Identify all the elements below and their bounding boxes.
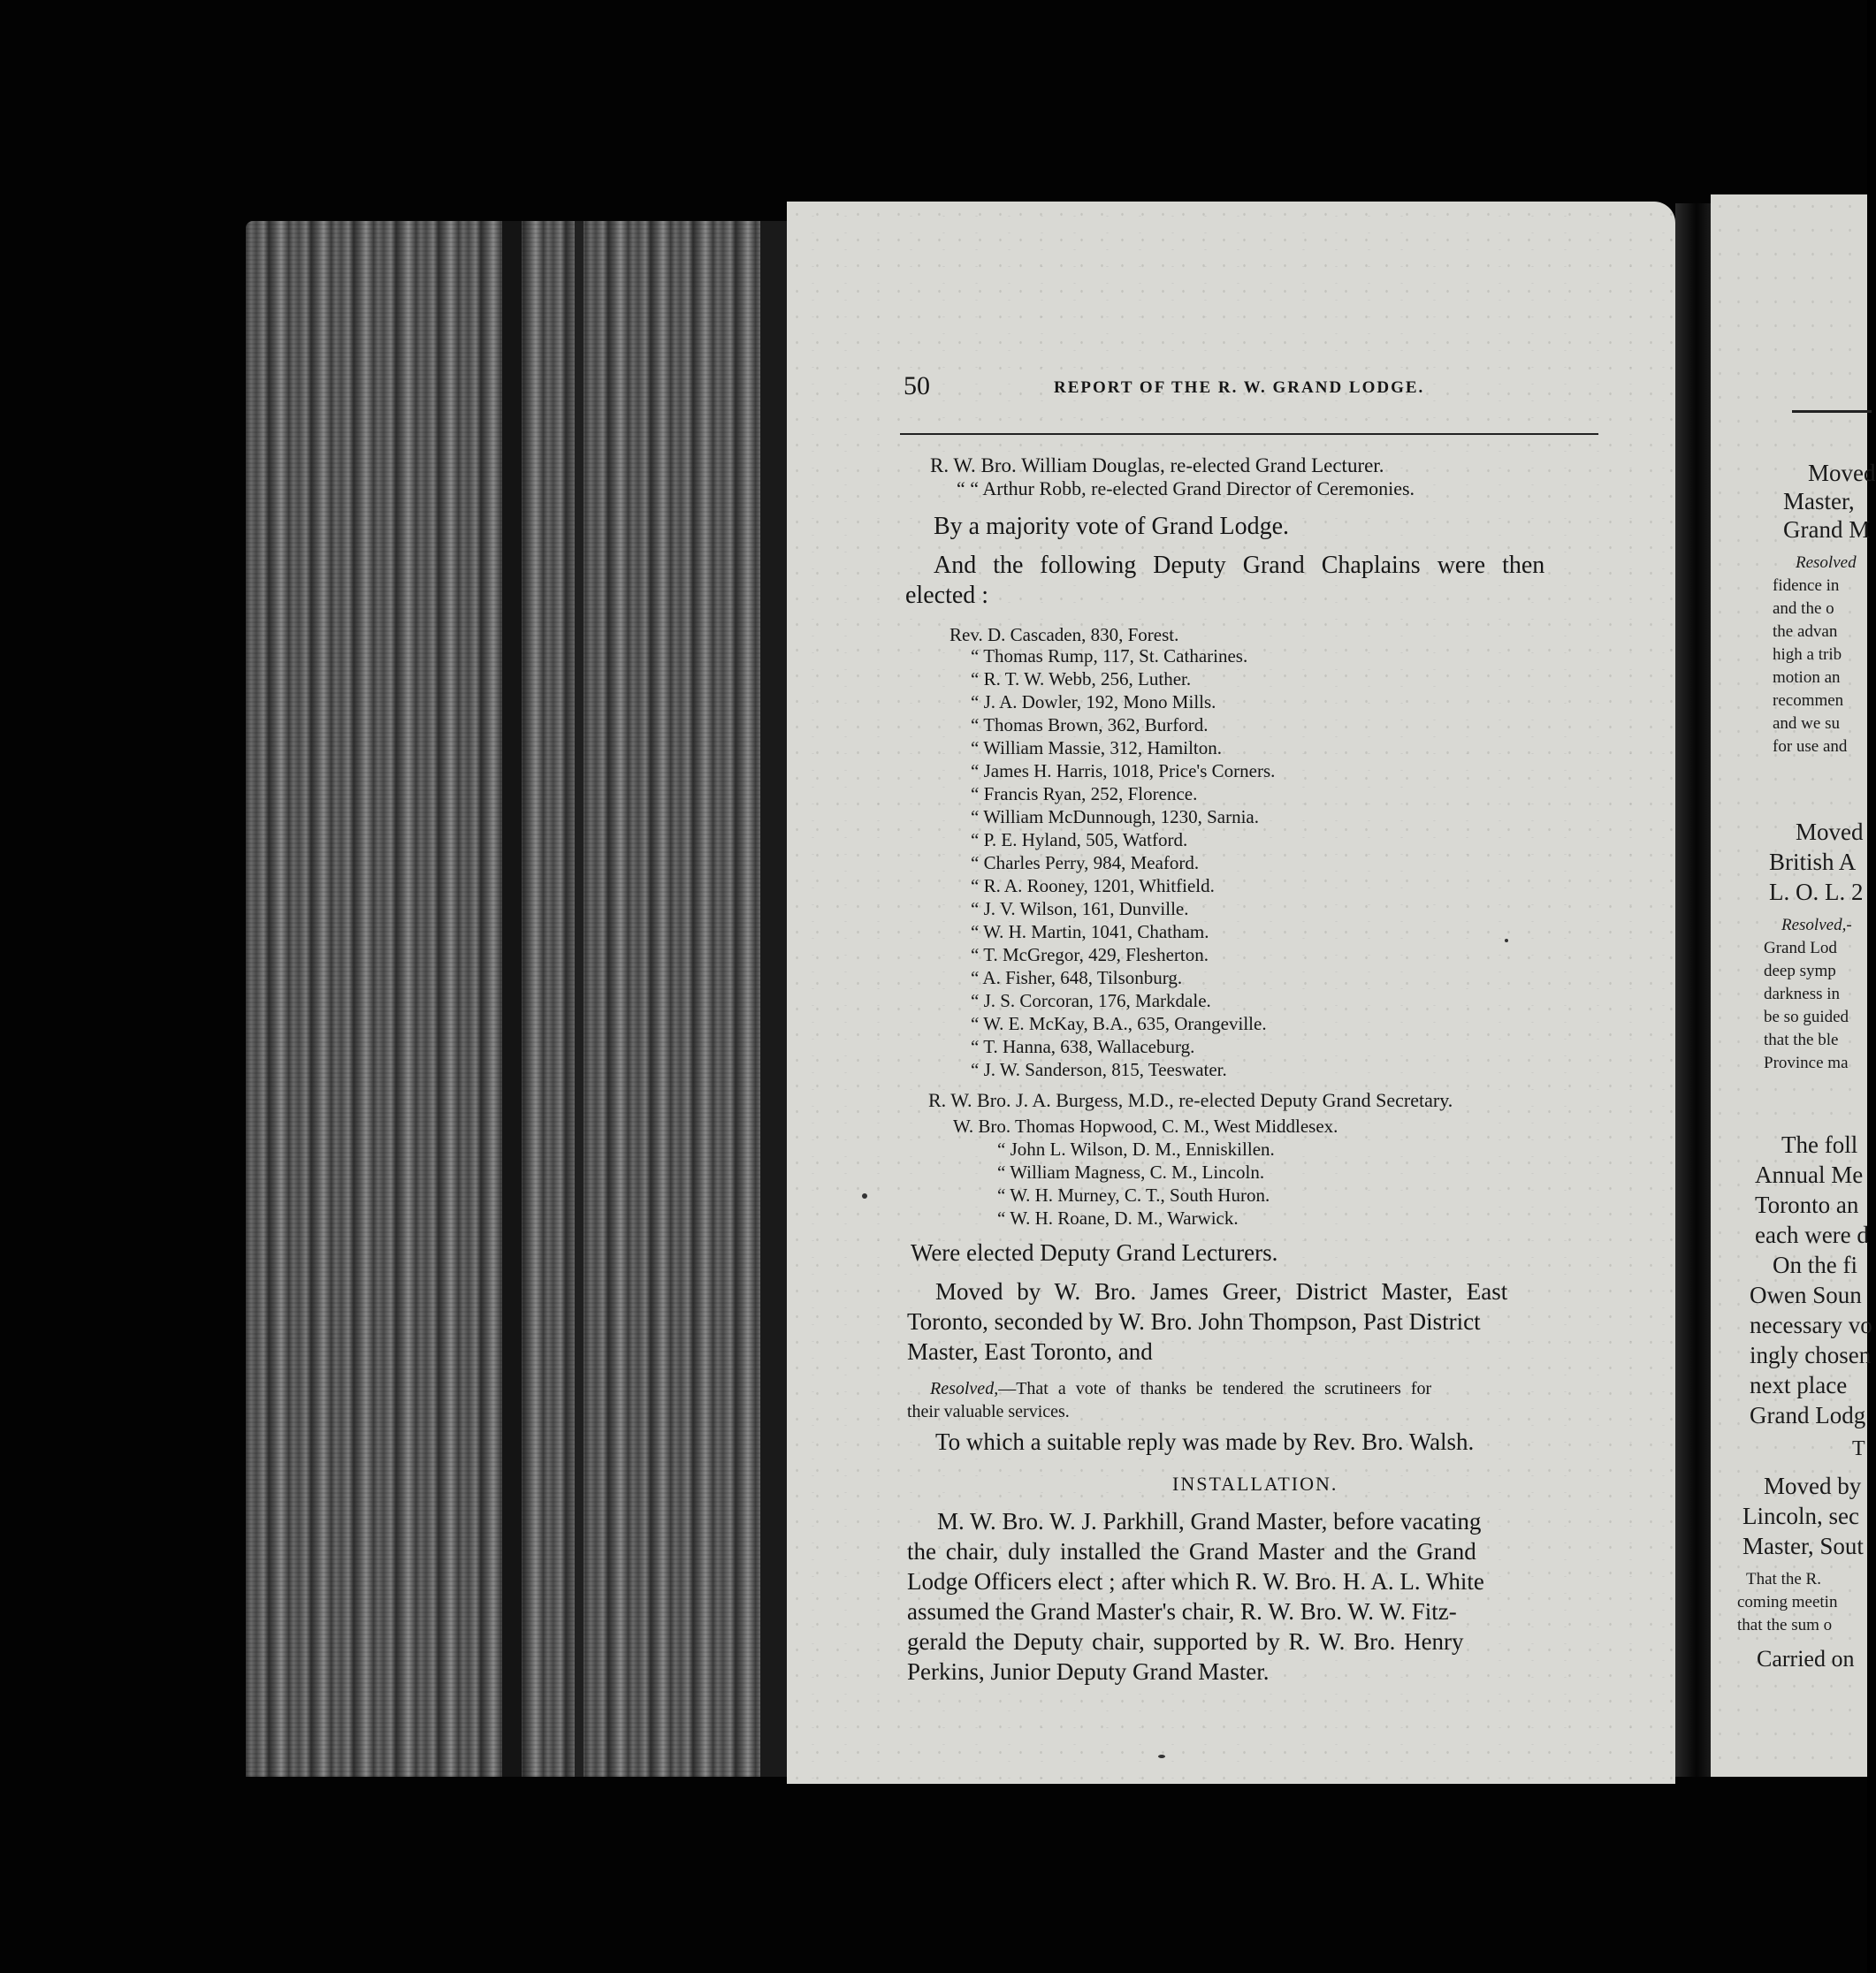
chaplain-entry: Rev. D. Cascaden, 830, Forest.	[949, 624, 1179, 645]
resolved-label: Resolved,	[930, 1379, 999, 1398]
right-page-fragment: and we su	[1773, 714, 1840, 733]
edge-shadow	[760, 221, 787, 1777]
chaplains-intro: And the following Deputy Grand Chaplains were then	[934, 552, 1545, 579]
scan-speck	[862, 1193, 867, 1199]
chaplain-entry: “ W. E. McKay, B.A., 635, Orangeville.	[971, 1013, 1267, 1034]
edge-shadow	[575, 221, 583, 1777]
installation-line: Perkins, Junior Deputy Grand Master.	[907, 1658, 1270, 1685]
scan-speck	[1158, 1755, 1165, 1758]
right-page-fragment: high a trib	[1773, 645, 1842, 664]
right-page-fragment: Moved by	[1764, 1473, 1862, 1499]
right-page-fragment: that the ble	[1764, 1031, 1839, 1049]
right-page-fragment: T	[1852, 1437, 1865, 1460]
resolved-line	[930, 1379, 1431, 1399]
moved-line: Moved by W. Bro. James Greer, District Master, East	[935, 1278, 1508, 1305]
right-page-fragment: Annual Me	[1755, 1162, 1864, 1188]
chaplain-entry: “ J. V. Wilson, 161, Dunville.	[971, 898, 1189, 919]
book-gutter	[1675, 203, 1711, 1777]
right-page-fragment: that the sum o	[1737, 1616, 1833, 1634]
resolved-line: their valuable services.	[907, 1402, 1070, 1421]
installation-line: M. W. Bro. W. J. Parkhill, Grand Master, before vacating	[937, 1508, 1482, 1535]
right-page-fragment: Toronto an	[1755, 1192, 1859, 1218]
right-page-fragment: ingly chosen	[1750, 1342, 1872, 1368]
right-page-fragment: L. O. L. 2	[1769, 879, 1864, 905]
right-page-fragment: Owen Soun	[1750, 1282, 1862, 1308]
right-page-fragment: On the fi	[1773, 1252, 1857, 1278]
right-page-fragment: be so guided	[1764, 1008, 1849, 1026]
header-rule	[900, 433, 1598, 435]
chaplain-entry: “ P. E. Hyland, 505, Watford.	[971, 829, 1188, 850]
installation-line: Lodge Officers elect ; after which R. W. Bro. H. A. L. White	[907, 1568, 1484, 1595]
installation-line: gerald the Deputy chair, supported by R. W. Bro. Henry	[907, 1628, 1464, 1655]
officer-line: “ “ Arthur Robb, re-elected Grand Director of Ceremonies.	[957, 477, 1415, 499]
right-page-fragment: Moved	[1796, 819, 1864, 845]
right-page-fragment: Grand Lod	[1764, 939, 1837, 957]
moved-line: Toronto, seconded by W. Bro. John Thompson, Past District	[907, 1308, 1481, 1335]
right-page-fragment: Master, Sout	[1743, 1533, 1864, 1559]
right-page-fragment: Grand M	[1783, 516, 1871, 543]
lecturers-elected-line: Were elected Deputy Grand Lecturers.	[911, 1239, 1278, 1266]
chaplain-entry: “ William Massie, 312, Hamilton.	[971, 737, 1222, 758]
book-page-right-partial	[1711, 194, 1876, 1777]
chaplain-entry: “ J. W. Sanderson, 815, Teeswater.	[971, 1059, 1227, 1080]
lecturer-entry: “ William Magness, C. M., Lincoln.	[997, 1162, 1265, 1183]
running-head: REPORT OF THE R. W. GRAND LODGE.	[1054, 378, 1425, 397]
chaplain-entry: “ J. S. Corcoran, 176, Markdale.	[971, 990, 1211, 1011]
right-page-fragment: recommen	[1773, 691, 1844, 710]
chaplain-entry: “ A. Fisher, 648, Tilsonburg.	[971, 967, 1183, 988]
chaplain-entry: “ J. A. Dowler, 192, Mono Mills.	[971, 691, 1216, 712]
lecturer-entry: W. Bro. Thomas Hopwood, C. M., West Middlesex.	[953, 1116, 1338, 1137]
right-page-fragment: Grand Lodg	[1750, 1402, 1866, 1428]
installation-line: the chair, duly installed the Grand Master and the Grand	[907, 1538, 1476, 1565]
lecturer-entry: “ W. H. Roane, D. M., Warwick.	[997, 1207, 1239, 1229]
secretary-line: R. W. Bro. J. A. Burgess, M.D., re-elected Deputy Grand Secretary.	[928, 1089, 1453, 1111]
resolved-text: —That a vote of thanks be tendered the scrutineers for	[998, 1379, 1432, 1398]
chaplain-entry: “ R. A. Rooney, 1201, Whitfield.	[971, 875, 1215, 896]
right-page-fragment: Province ma	[1764, 1054, 1849, 1072]
installation-heading: INSTALLATION.	[1172, 1473, 1338, 1495]
right-page-fragment: Master,	[1783, 488, 1855, 514]
right-page-fragment: Resolved	[1796, 553, 1857, 572]
right-page-fragment: next place	[1750, 1372, 1848, 1398]
chaplain-entry: “ R. T. W. Webb, 256, Luther.	[971, 668, 1192, 689]
chaplain-entry: “ William McDunnough, 1230, Sarnia.	[971, 806, 1259, 827]
majority-vote-line: By a majority vote of Grand Lodge.	[934, 513, 1290, 540]
reply-line: To which a suitable reply was made by Rev. Bro. Walsh.	[935, 1428, 1475, 1455]
lecturer-entry: “ W. H. Murney, C. T., South Huron.	[997, 1185, 1270, 1206]
chaplain-entry: “ James H. Harris, 1018, Price's Corners.	[971, 760, 1276, 781]
chaplain-entry: “ T. Hanna, 638, Wallaceburg.	[971, 1036, 1195, 1057]
officer-line: R. W. Bro. William Douglas, re-elected Grand Lecturer.	[930, 454, 1384, 476]
chaplain-entry: “ Charles Perry, 984, Meaford.	[971, 852, 1200, 873]
chaplains-intro: elected :	[905, 582, 989, 609]
right-page-fragment: for use and	[1773, 737, 1848, 756]
edge-shadow	[502, 221, 522, 1777]
right-page-fragment: Lincoln, sec	[1743, 1503, 1859, 1529]
right-page-fragment: and the o	[1773, 599, 1834, 618]
right-page-fragment: Resolved,-	[1781, 916, 1852, 934]
right-page-fragment: Moved	[1808, 460, 1876, 486]
right-page-fragment: darkness in	[1764, 985, 1841, 1003]
right-page-fragment: The foll	[1781, 1131, 1858, 1158]
lecturer-entry: “ John L. Wilson, D. M., Enniskillen.	[997, 1139, 1275, 1160]
right-page-fragment: necessary vo	[1750, 1312, 1872, 1338]
chaplain-entry: “ Francis Ryan, 252, Florence.	[971, 783, 1198, 804]
right-page-fragment: Carried on	[1757, 1646, 1855, 1672]
chaplain-entry: “ Thomas Rump, 117, St. Catharines.	[971, 645, 1248, 667]
right-page-fragment: motion an	[1773, 668, 1841, 687]
right-page-fragment: fidence in	[1773, 576, 1840, 595]
right-page-fragment: coming meetin	[1737, 1593, 1838, 1611]
chaplain-entry: “ T. McGregor, 429, Flesherton.	[971, 944, 1209, 965]
right-page-fragment: the advan	[1773, 622, 1838, 641]
right-page-fragment: British A	[1769, 849, 1857, 875]
chaplain-entry: “ Thomas Brown, 362, Burford.	[971, 714, 1209, 735]
chaplain-entry: “ W. H. Martin, 1041, Chatham.	[971, 921, 1209, 942]
page-number: 50	[904, 371, 930, 400]
right-page-fragment: each were d	[1755, 1222, 1869, 1248]
scan-speck	[1505, 939, 1508, 942]
moved-line: Master, East Toronto, and	[907, 1338, 1153, 1365]
right-page-fragment: deep symp	[1764, 962, 1836, 980]
right-page-rule	[1792, 410, 1872, 413]
installation-line: assumed the Grand Master's chair, R. W. Bro. W. W. Fitz-	[907, 1598, 1457, 1625]
right-page-fragment: That the R.	[1746, 1570, 1821, 1588]
